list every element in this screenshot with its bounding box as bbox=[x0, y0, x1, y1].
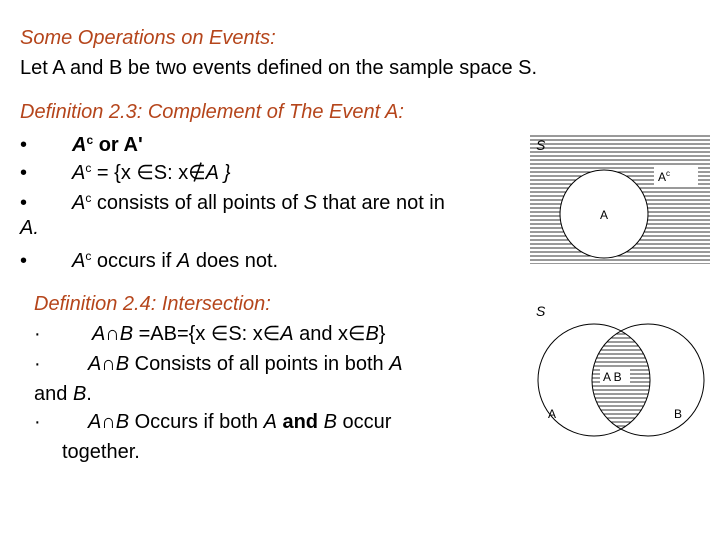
symbol-a: A bbox=[176, 250, 191, 272]
def24-line2-continuation bbox=[34, 382, 92, 406]
symbol-a: A bbox=[263, 411, 277, 433]
def24-line3-and: and bbox=[276, 411, 324, 433]
def23-bullet-1 bbox=[20, 128, 143, 157]
symbol-a: A bbox=[72, 134, 87, 156]
def24-item-3 bbox=[34, 410, 391, 434]
symbol-b: B bbox=[115, 411, 130, 433]
bullet-icon: • bbox=[20, 192, 28, 214]
def24-line2-period: . bbox=[86, 383, 92, 405]
intersection-label: A B bbox=[603, 370, 622, 384]
intersection-venn-diagram bbox=[530, 300, 710, 440]
def23-line2-text: = {x ∈S: x bbox=[91, 162, 189, 184]
symbol-b: B bbox=[365, 323, 379, 345]
dot-bullet-icon: · bbox=[34, 411, 41, 433]
section-subtitle: Let A and B be two events defined on the sample space S. bbox=[20, 57, 538, 79]
def24-line1-text: =AB={x ∈S: x∈ bbox=[133, 323, 281, 345]
def23-line2-tail: A } bbox=[205, 162, 231, 184]
event-a-label: A bbox=[600, 208, 609, 222]
complement-label: $A^c$ bbox=[658, 169, 671, 184]
complement-sup: c bbox=[86, 133, 94, 147]
def23-bullet-2 bbox=[20, 156, 231, 185]
symbol-s: S bbox=[303, 192, 318, 214]
intersection-symbol: ∩ bbox=[101, 353, 116, 375]
sample-space-label: S bbox=[536, 137, 546, 153]
symbol-a: A bbox=[88, 353, 102, 375]
def24-item-1 bbox=[34, 322, 385, 346]
symbol-a: A bbox=[280, 323, 294, 345]
complement-sup: c bbox=[85, 191, 92, 205]
def23-bullet-4 bbox=[20, 244, 278, 273]
bullet-icon: • bbox=[20, 134, 28, 156]
symbol-b: B bbox=[323, 411, 337, 433]
bullet-icon: • bbox=[20, 162, 28, 184]
intersection-symbol: ∩ bbox=[101, 411, 116, 433]
symbol-b: B bbox=[72, 383, 87, 405]
definition-2-3-title: Definition 2.3: Complement of The Event A: bbox=[20, 101, 404, 123]
def24-line2-text: Consists of all points in both bbox=[129, 353, 390, 375]
event-a-label: A bbox=[548, 407, 557, 421]
symbol-b: B bbox=[119, 323, 134, 345]
def23-line1-text: or A' bbox=[93, 134, 143, 156]
symbol-a: A bbox=[92, 323, 106, 345]
symbol-a: A bbox=[72, 192, 86, 214]
def23-line4-text: occurs if bbox=[91, 250, 177, 272]
def24-line3-continuation: together. bbox=[62, 441, 140, 463]
def23-line3-text2: that are not in bbox=[317, 192, 445, 214]
intersection-symbol: ∩ bbox=[105, 323, 120, 345]
symbol-a: A bbox=[72, 250, 86, 272]
dot-bullet-icon: · bbox=[34, 323, 41, 345]
def23-line3-continuation: A. bbox=[20, 217, 39, 239]
def23-bullet-3 bbox=[20, 186, 445, 215]
symbol-a: A bbox=[72, 162, 86, 184]
def23-line3-text: consists of all points of bbox=[91, 192, 304, 214]
dot-bullet-icon: · bbox=[34, 353, 41, 375]
complement-sup: c bbox=[85, 161, 92, 175]
def24-line3-text: Occurs if both bbox=[129, 411, 264, 433]
symbol-a: A bbox=[88, 411, 102, 433]
event-b-label: B bbox=[674, 407, 683, 421]
def24-line3-text2: occur bbox=[336, 411, 392, 433]
complement-sup: c bbox=[85, 249, 92, 263]
symbol-b: B bbox=[115, 353, 130, 375]
definition-2-4-title: Definition 2.4: Intersection: bbox=[34, 293, 271, 315]
not-in-symbol: ∉ bbox=[188, 162, 206, 184]
def24-item-2 bbox=[34, 352, 403, 376]
def24-line1-and: and x∈ bbox=[293, 323, 366, 345]
def24-line2-and: and bbox=[34, 383, 73, 405]
def24-line1-close: } bbox=[378, 323, 386, 345]
bullet-icon: • bbox=[20, 250, 28, 272]
symbol-a: A bbox=[389, 353, 403, 375]
def23-line4-text2: does not. bbox=[190, 250, 279, 272]
sample-space-label: S bbox=[536, 303, 546, 319]
section-title: Some Operations on Events: bbox=[20, 27, 276, 49]
complement-venn-diagram bbox=[530, 134, 710, 264]
